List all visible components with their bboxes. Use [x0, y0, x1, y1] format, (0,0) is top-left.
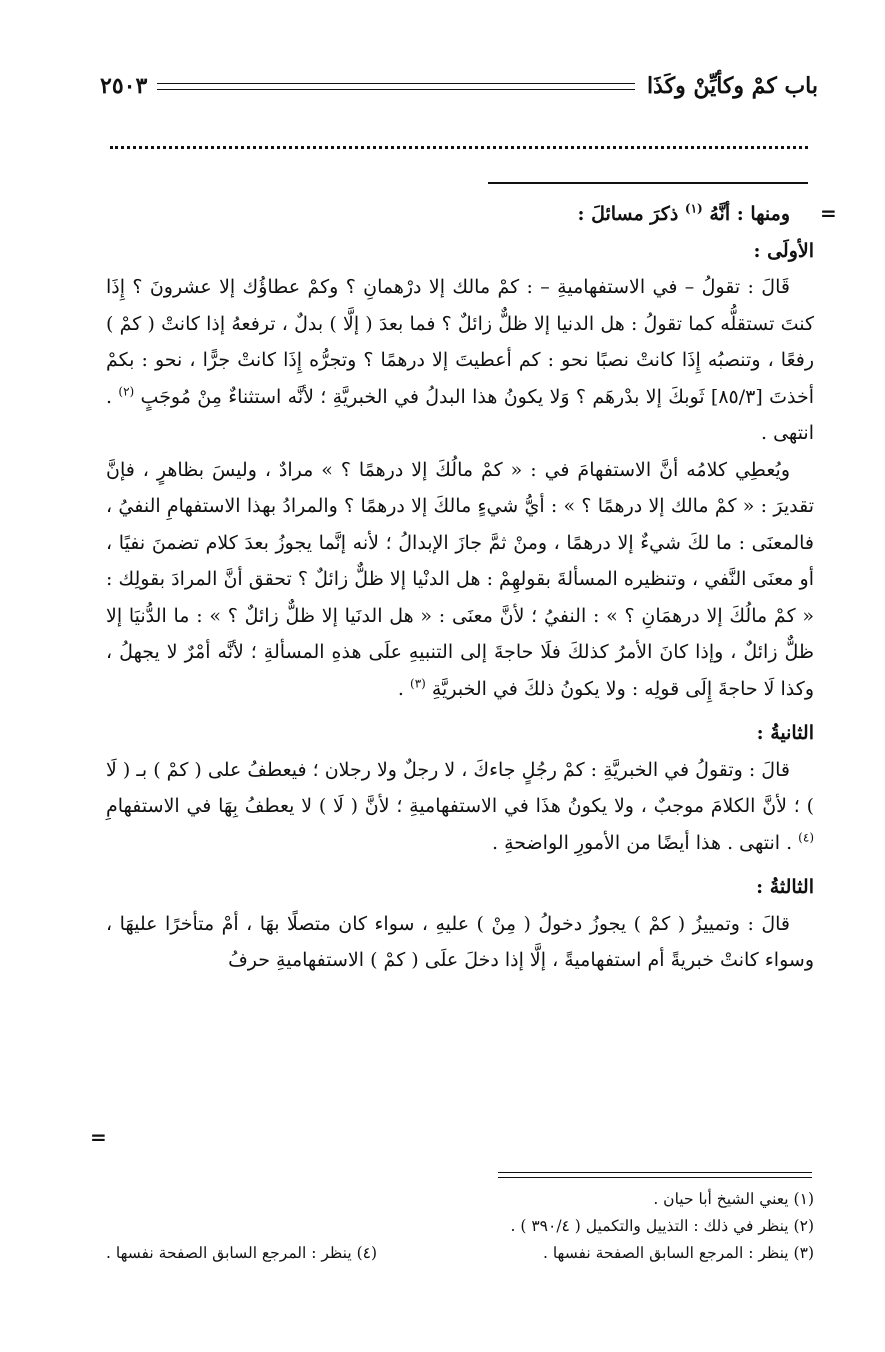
running-header: [100, 70, 818, 102]
continuation-mark-top: =: [820, 201, 837, 225]
paragraph-text-end: . انتهى .: [106, 385, 814, 444]
short-rule: [488, 182, 808, 184]
intro-text: ومنها : أنَّهُ: [709, 203, 790, 225]
header-rule: [157, 83, 635, 90]
chapter-title: باب كمْ وكأيِّنْ وكَذَا: [646, 73, 818, 99]
page-number: ٢٥٠٣: [100, 73, 148, 99]
footnote-rule: [498, 1172, 812, 1178]
section-heading-third: الثالثةُ :: [756, 876, 814, 898]
section-heading-first: الأولَى :: [753, 239, 814, 262]
footnote-row: [106, 1240, 814, 1267]
paragraph-text-end: .: [397, 677, 404, 700]
footnote-2: [106, 1213, 814, 1240]
paragraph-text: قالَ : وتقولُ في الخبريَّةِ : كمْ رجُلٍ جاءكَ ، لا رجلٌ ولا رجلان ؛ فيعطفُ على ( كمْ ) بـ ( لَا ) ؛ لأنَّ الكلامَ موجبٌ ، ولا يكونُ هذَا في الاستفهاميةِ ؛ لأنَّ ( لَا ) لا يعطفُ بِهَا في الاستفهامِ: [106, 758, 814, 817]
footnote-label: (٣): [793, 1244, 814, 1262]
footnote-ref-4[interactable]: (٤): [798, 830, 814, 845]
paragraph-text: قَالَ : تقولُ – في الاستفهاميةِ – : كمْ مالك إلا درْهمانِ ؟ وكمْ عطاؤُك إلا عشرونَ ؟ إِذَا كنتَ تستقلُّه كما تقولُ : هل الدنيا إلا ظلٌّ زائلٌ ؟ فما بعدَ ( إلَّا ) بدلٌ ، ترفعهُ إذا كانتْ ( كمْ ) رفعًا ، وتنصبُه إِذَا كانتْ نصبًا نحو : كم أعطيتَ إلا درهمًا ؟ وتجرُّه إِذَا كانتْ جرًّا ، نحو : بكمْ أخذتَ [٨٥/٣] ثَوبكَ إلا بدْرهَم ؟ وَلا يكونُ هذا البدلُ في الخبريَّةِ ؛ لأنَّه استثناءٌ مِنْ مُوجَبٍ: [106, 276, 815, 408]
paragraph-text: قالَ : وتمييزُ ( كمْ ) يجوزُ دخولُ ( مِنْ ) عليهِ ، سواء كان متصلًا بهَا ، أمْ متأخرًا عليهَا ، وسواء كانتْ خبريةً أم استفهاميةً ، إلَّا إذا دخلَ علَى ( كمْ ) الاستفهاميةِ حرفُ: [106, 912, 814, 971]
intro-text-2: ذكرَ مسائلَ :: [577, 203, 679, 225]
section-third-paragraph: [106, 906, 814, 979]
footnote-label: (٤): [356, 1244, 378, 1262]
footnote-ref-3[interactable]: (٣): [410, 676, 426, 691]
footnote-text: ينظر : المرجع السابق الصفحة نفسها .: [106, 1244, 352, 1262]
intro-line: [106, 196, 814, 233]
section-first-paragraph-2: [106, 452, 814, 708]
footnotes: [106, 1186, 814, 1267]
footnote-ref-1[interactable]: (١): [684, 201, 703, 216]
footnote-3: [543, 1240, 814, 1267]
footnote-label: (٢): [793, 1217, 814, 1235]
footnote-text: ينظر : المرجع السابق الصفحة نفسها .: [542, 1244, 789, 1262]
paragraph-text: ويُعطِي كلامُه أنَّ الاستفهامَ في : « كمْ مالُكَ إلا درهمًا ؟ » مرادٌ ، وليسَ بظاهرٍ ، فإنَّ تقديرَ : « كمْ مالك إلا درهمًا ؟ » : أيُّ شيءٍ مالكَ إلا درهمًا ؟ والمرادُ بهذا الاستفهامِ النفيُ ، فالمعنَى : ما لكَ شيءٌ إلا درهمًا ، ومنْ ثمَّ جازَ الإبدالُ ؛ لأنه إنَّما يجوزُ بعدَ كلام تضمنَ نفيًا ، أو معنَى النَّفي ، وتنظيره المسألةَ بقولهِمْ : هل الدنْيا إلا ظلٌّ زائلٌ ؟ تحقق أنَّ المرادَ بقولِك : « كمْ مالُكَ إلا درهمَانِ ؟ » : النفيُ ؛ لأنَّ معنَى : « هل الدنَيا إلا ظلٌّ زائلٌ ؟ » : ما الدُّنيَا إلا ظلٌّ زائلٌ ، وإذا كانَ الأمرُ كذلكَ فلَا حاجةَ إلى التنبيهِ علَى هذهِ المسألةِ ؛ لأنَّه أمْرٌ لا يجهلُ ، وكذا لَا حاجةَ إِلَى قولِه : ولا يكونُ ذلكَ في الخبريَّةِ: [106, 458, 814, 700]
section-heading-second: الثانيةُ :: [756, 722, 814, 744]
footnote-text: ينظر في ذلك : التذييل والتكميل ( ٣٩٠/٤ ) .: [510, 1217, 789, 1235]
dotted-separator: [110, 146, 808, 149]
footnote-ref-2[interactable]: (٢): [118, 384, 135, 399]
footnote-1: [106, 1186, 814, 1213]
section-second-paragraph: [106, 752, 814, 862]
footnote-label: (١): [793, 1190, 814, 1208]
continuation-mark-bottom: =: [90, 1125, 107, 1149]
section-first-paragraph-1: [106, 269, 814, 452]
main-text: [106, 196, 814, 979]
footnote-4: [106, 1240, 377, 1267]
footnote-text: يعني الشيخ أبا حيان .: [653, 1190, 789, 1208]
paragraph-text-end: . انتهى . هذا أيضًا من الأمورِ الواضحةِ .: [492, 831, 793, 854]
